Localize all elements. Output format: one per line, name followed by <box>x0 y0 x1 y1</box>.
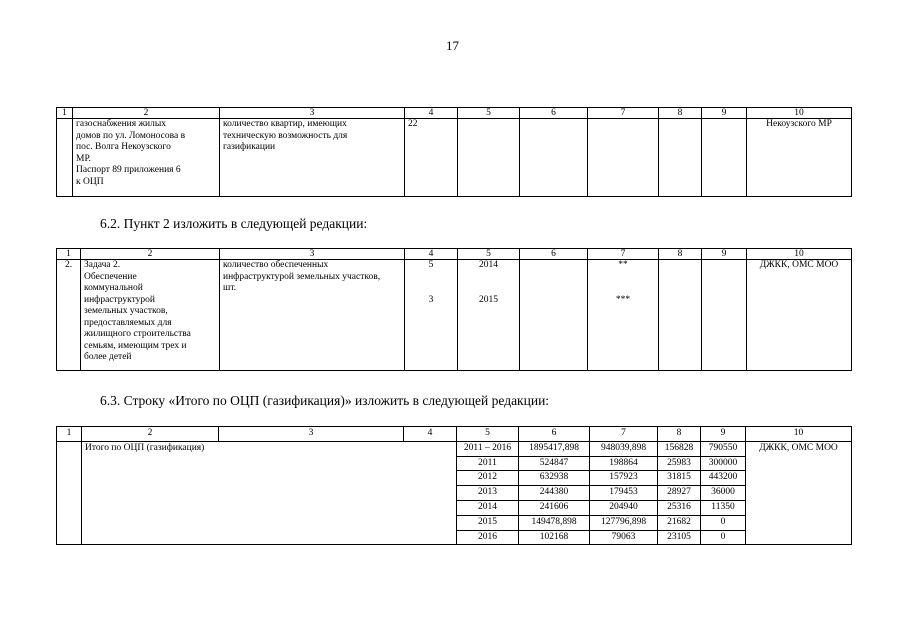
col-header: 4 <box>404 427 457 442</box>
cell-total: 524847 <box>519 456 590 471</box>
table-row <box>57 260 852 371</box>
col-header: 3 <box>220 108 405 119</box>
cell-other: 11350 <box>701 500 746 515</box>
text-line: газификации <box>223 142 276 152</box>
cell-period: 2016 <box>457 530 519 545</box>
cell-local: 28927 <box>658 486 701 501</box>
col-header: 2 <box>73 108 220 119</box>
cell-value <box>405 260 458 371</box>
cell-total: 632938 <box>519 471 590 486</box>
note-2015: *** <box>615 294 631 305</box>
cell-period: 2014 <box>457 500 519 515</box>
section-heading: 6.2. Пункт 2 изложить в следующей редакции: <box>100 216 368 231</box>
col-header: 10 <box>747 108 852 119</box>
col-header: 2 <box>81 249 220 260</box>
cell-indicator <box>220 260 405 371</box>
value-2014: 5 <box>428 260 434 270</box>
text-line: домов по ул. Ломоносова в <box>76 130 186 141</box>
column-header-row <box>57 427 852 442</box>
text-line: пос. Волга Некоузского <box>76 142 171 152</box>
text-line: инфраструктурой земельных участков, <box>223 271 381 282</box>
text-line: инфраструктурой <box>84 294 155 305</box>
cell-description <box>81 260 220 371</box>
cell-regional: 948039,898 <box>590 441 658 456</box>
col-header: 7 <box>590 427 658 442</box>
text-line: количество обеспеченных <box>223 260 329 270</box>
col-header: 1 <box>57 249 81 260</box>
cell-empty <box>659 119 702 197</box>
col-header: 9 <box>701 427 746 442</box>
cell-indicator <box>220 119 405 197</box>
col-header: 5 <box>458 249 520 260</box>
cell-regional: 157923 <box>590 471 658 486</box>
col-header: 2 <box>82 427 219 442</box>
cell-responsible: ДЖКК, ОМС МОО <box>746 441 852 545</box>
col-header: 8 <box>659 249 702 260</box>
cell-regional: 198864 <box>590 456 658 471</box>
cell-period: 2011 <box>457 456 519 471</box>
cell-number <box>57 119 73 197</box>
cell-regional: 204940 <box>590 500 658 515</box>
cell-local: 156828 <box>658 441 701 456</box>
cell-year <box>458 260 520 371</box>
col-header: 8 <box>658 427 701 442</box>
cell-other: 0 <box>701 515 746 530</box>
text-line: земельных участков, <box>84 306 168 316</box>
cell-period: 2015 <box>457 515 519 530</box>
table-task-2 <box>56 248 852 371</box>
cell-responsible: Некоузского МР <box>747 119 852 197</box>
text-line: газоснабжения жилых <box>76 119 166 129</box>
table-row <box>57 441 852 456</box>
col-header: 3 <box>220 249 405 260</box>
cell-empty <box>588 119 659 197</box>
column-header-row <box>57 249 852 260</box>
cell-empty <box>57 441 82 545</box>
text-line: Паспорт 89 приложения 6 <box>76 165 181 175</box>
col-header: 10 <box>746 427 852 442</box>
cell-empty <box>520 260 588 371</box>
cell-total: 241606 <box>519 500 590 515</box>
cell-regional: 79063 <box>590 530 658 545</box>
cell-number: 2. <box>57 260 81 371</box>
text-line: шт. <box>223 283 237 293</box>
cell-description <box>73 119 220 197</box>
cell-period: 2012 <box>457 471 519 486</box>
cell-regional: 127796,898 <box>590 515 658 530</box>
text-line: коммунальной <box>84 283 143 293</box>
text-line: к ОЦП <box>76 176 104 187</box>
col-header: 8 <box>659 108 702 119</box>
text-line: количество квартир, имеющих <box>223 119 347 129</box>
cell-other: 443200 <box>701 471 746 486</box>
col-header: 5 <box>457 427 519 442</box>
col-header: 3 <box>219 427 404 442</box>
col-header: 9 <box>702 249 747 260</box>
cell-total: 1895417,898 <box>519 441 590 456</box>
cell-total: 149478,898 <box>519 515 590 530</box>
cell-total: 102168 <box>519 530 590 545</box>
col-header: 6 <box>520 108 588 119</box>
cell-empty <box>702 119 747 197</box>
cell-other: 0 <box>701 530 746 545</box>
cell-empty <box>659 260 702 371</box>
col-header: 6 <box>519 427 590 442</box>
text-line: Задача 2. <box>84 260 121 270</box>
text-line: Обеспечение <box>84 271 137 282</box>
col-header: 9 <box>702 108 747 119</box>
cell-other: 36000 <box>701 486 746 501</box>
col-header: 1 <box>57 427 82 442</box>
cell-local: 25316 <box>658 500 701 515</box>
cell-empty <box>702 260 747 371</box>
table-row <box>57 119 852 197</box>
column-header-row <box>57 108 852 119</box>
page-number: 17 <box>446 38 459 53</box>
col-header: 7 <box>588 108 659 119</box>
cell-total: 244380 <box>519 486 590 501</box>
text-line: жилищного строительства <box>84 329 191 339</box>
cell-period: 2011 – 2016 <box>457 441 519 456</box>
value-2015: 3 <box>428 294 434 305</box>
cell-local: 23105 <box>658 530 701 545</box>
year-2014: 2014 <box>479 260 498 270</box>
cell-local: 31815 <box>658 471 701 486</box>
cell-local: 25983 <box>658 456 701 471</box>
cell-regional: 179453 <box>590 486 658 501</box>
col-header: 5 <box>458 108 520 119</box>
cell-other: 300000 <box>701 456 746 471</box>
cell-value: 22 <box>405 119 458 197</box>
text-line: предоставляемых для <box>84 317 172 328</box>
cell-funding-note <box>588 260 659 371</box>
text-line: более детей <box>84 352 132 362</box>
cell-other: 790550 <box>701 441 746 456</box>
col-header: 7 <box>588 249 659 260</box>
text-line: семьям, имеющим трех и <box>84 340 187 351</box>
col-header: 1 <box>57 108 73 119</box>
cell-period: 2013 <box>457 486 519 501</box>
text-line: техническую возможность для <box>223 130 348 141</box>
col-header: 4 <box>405 249 458 260</box>
note-2014: ** <box>618 260 628 270</box>
cell-local: 21682 <box>658 515 701 530</box>
col-header: 6 <box>520 249 588 260</box>
year-2015: 2015 <box>479 294 498 305</box>
cell-empty <box>458 119 520 197</box>
cell-empty <box>520 119 588 197</box>
col-header: 10 <box>747 249 852 260</box>
text-line: МР. <box>76 153 91 164</box>
cell-responsible: ДЖКК, ОМС МОО <box>747 260 852 371</box>
col-header: 4 <box>405 108 458 119</box>
section-heading: 6.3. Строку «Итого по ОЦП (газификация)» изложить в следующей редакции: <box>100 393 550 408</box>
table-passport-89 <box>56 107 852 197</box>
table-total-gasification <box>56 426 852 545</box>
total-label: Итого по ОЦП (газификация) <box>82 441 457 545</box>
